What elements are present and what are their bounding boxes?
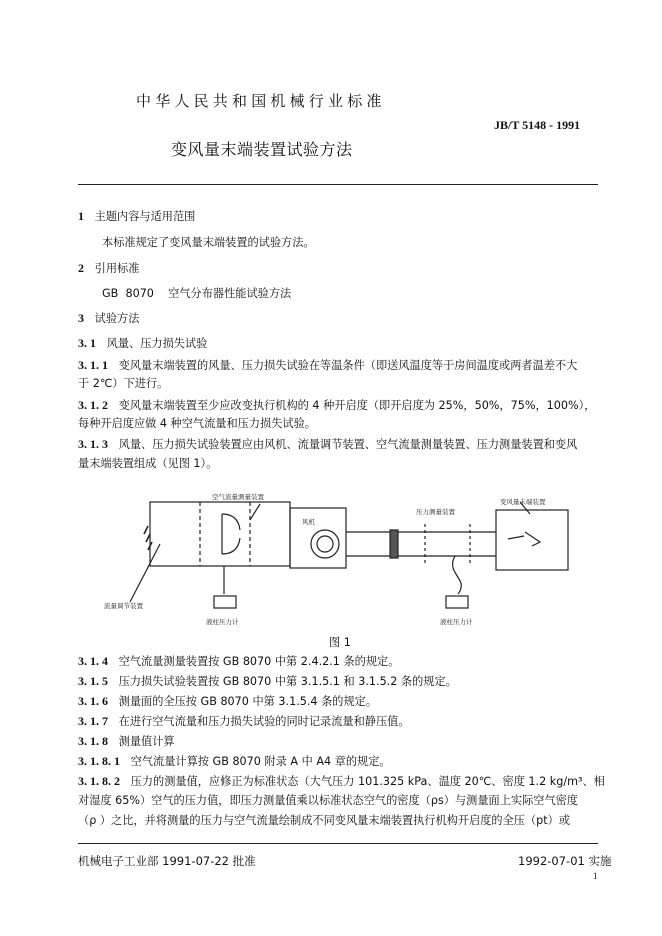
label-flow-regulator: 流量调节装置 [104, 602, 143, 610]
section-3-1-4: 3. 1. 4 空气流量测量装置按 GB 8070 中第 2.4.2.1 条的规定。 [78, 654, 400, 668]
figure-caption: 图 1 [329, 636, 351, 649]
approval-line: 机械电子工业部 1991-07-22 批准 [78, 854, 256, 868]
label-air-flow-device: 空气流量测量装置 [212, 493, 264, 501]
section-3-1-8-2-line-3: （ρ ）之比，并将测量的压力与空气流量绘制成不同变风量末端装置执行机构开启度的全压（pt）或 [78, 814, 571, 827]
page-number: 1 [593, 871, 598, 881]
section-3-1-7: 3. 1. 7 在进行空气流量和压力损失试验的同时记录流量和静压值。 [78, 714, 410, 728]
section-3-1-8-1: 3. 1. 8. 1 空气流量计算按 GB 8070 附录 A 中 A4 章的规定。 [78, 754, 391, 768]
section-3-1-5: 3. 1. 5 压力损失试验装置按 GB 8070 中第 3.1.5.1 和 3.1.5.2 条的规定。 [78, 674, 457, 688]
section-3-1-1-line-2: 于 2℃）下进行。 [78, 377, 169, 390]
section-3-1-heading: 3. 1 风量、压力损失试验 [78, 336, 208, 350]
section-3-heading: 3 试验方法 [78, 311, 140, 325]
standard-code: JB/T 5148 - 1991 [494, 118, 581, 132]
section-3-1-8-2-line-1: 3. 1. 8. 2 压力的测量值，应修正为标准状态（大气压力 101.325 kPa、温度 20℃、密度 1.2 kg/m³、相 [78, 774, 605, 788]
flex-connector [390, 530, 398, 558]
air-flow-chamber [150, 502, 290, 566]
label-manometer-left: 液柱压力计 [206, 618, 239, 626]
document-title: 变风量末端装置试验方法 [171, 140, 353, 159]
footer-rule [78, 843, 598, 844]
section-3-1-8-2-line-2: 对湿度 65%）空气的压力值，即压力测量值乘以标准状态空气的密度（ρs）与测量面上实际空气密度 [78, 794, 579, 807]
section-3-1-1-line-1: 3. 1. 1 变风量末端装置的风量、压力损失试验在等温条件（即送风温度等于房间温度或两者温差不大 [78, 358, 578, 372]
section-3-1-3-line-1: 3. 1. 3 风量、压力损失试验装置应由风机、流量调节装置、空气流量测量装置、压力测量装置和变风 [78, 437, 578, 451]
section-1-body: 本标准规定了变风量末端装置的试验方法。 [102, 236, 315, 249]
section-3-1-2-line-1: 3. 1. 2 变风量末端装置至少应改变执行机构的 4 种开启度（即开启度为 25%，50%，75%，100%）， [78, 398, 596, 412]
label-manometer-right: 液柱压力计 [440, 618, 473, 626]
section-3-1-3-line-2: 量末端装置组成（见图 1）。 [78, 457, 218, 470]
section-3-1-8: 3. 1. 8 测量值计算 [78, 734, 175, 748]
issuing-org-title: 中华人民共和国机械行业标准 [136, 92, 386, 110]
effective-date: 1992-07-01 实施 [518, 854, 612, 868]
section-3-1-6: 3. 1. 6 测量面的全压按 GB 8070 中第 3.1.5.4 条的规定。 [78, 694, 378, 708]
fan [311, 530, 339, 558]
label-pressure-device: 压力测量装置 [416, 508, 455, 516]
section-1-heading: 1 主题内容与适用范围 [78, 209, 196, 223]
section-2-heading: 2 引用标准 [78, 261, 140, 275]
section-3-1-2-line-2: 每种开启度应做 4 种空气流量和压力损失试验。 [78, 417, 316, 430]
label-fan: 风机 [302, 518, 315, 526]
section-2-body: GB 8070 空气分布器性能试验方法 [102, 287, 292, 300]
vav-terminal-box [496, 510, 568, 570]
figure-1-test-rig-diagram [100, 484, 580, 634]
manometer-left [214, 596, 236, 608]
manometer-right [446, 596, 468, 608]
label-vav-device: 变风量末端装置 [500, 498, 546, 506]
header-rule [78, 184, 598, 185]
